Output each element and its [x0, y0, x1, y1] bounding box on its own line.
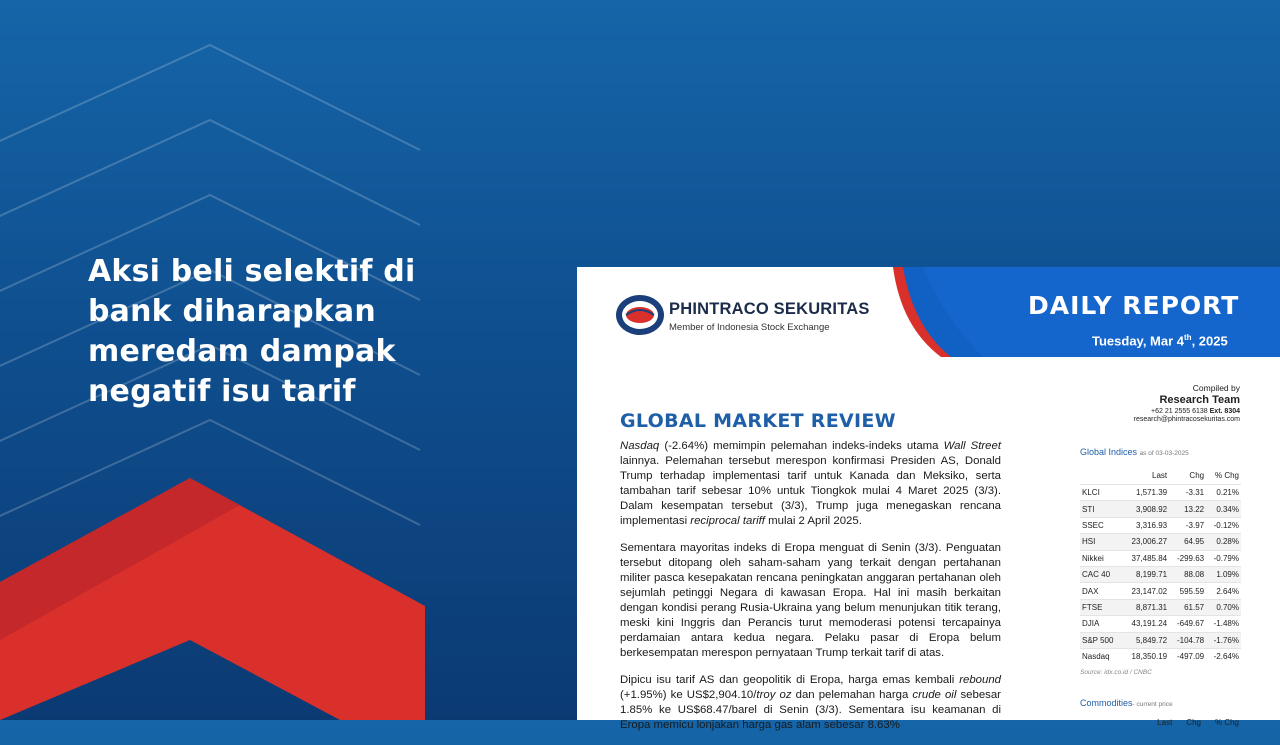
header-cell	[1080, 469, 1122, 485]
index-value-cell: 5,849.72	[1122, 632, 1169, 648]
index-value-cell: 13.22	[1169, 501, 1206, 517]
phintraco-logo-icon	[615, 293, 665, 337]
table-row	[1080, 485, 1241, 501]
report-date-prefix: Tuesday, Mar 4	[1092, 333, 1184, 349]
article-body	[620, 439, 1001, 745]
index-value-cell: 1,571.39	[1122, 485, 1169, 501]
sidebar-panel	[1080, 447, 1241, 727]
p1-b: (-2.64%) memimpin pelemahan indeks-indeks utama	[659, 440, 944, 452]
report-document	[577, 267, 1280, 731]
report-title: DAILY REPORT	[1028, 291, 1240, 320]
compiled-phone-ext: Ext. 8304	[1209, 408, 1240, 415]
p3-b: rebound	[959, 674, 1001, 686]
compiled-email: research@phintracosekuritas.com	[1133, 416, 1240, 423]
compiled-phone	[1134, 408, 1240, 415]
table-row	[1080, 583, 1241, 599]
table-row	[1080, 632, 1241, 648]
index-name-cell: KLCI	[1080, 485, 1122, 501]
index-value-cell: 61.57	[1169, 599, 1206, 615]
commodities-header-row	[1080, 718, 1241, 727]
p3-f: crude oil	[912, 689, 957, 701]
index-name-cell: FTSE	[1080, 599, 1122, 615]
header-cell: % Chg	[1214, 471, 1239, 480]
index-value-cell: -1.76%	[1206, 632, 1241, 648]
headline: Aksi beli selektif di bank diharapkan meredam dampak negatif isu tarif	[88, 254, 416, 409]
index-value-cell: 0.70%	[1206, 599, 1241, 615]
p3-e: dan pelemahan harga	[791, 689, 913, 701]
paragraph-2: Sementara mayoritas indeks di Eropa menguat di Senin (3/3). Penguatan tersebut ditopang oleh saham-saham yang terkait dengan pertahanan militer pasca kesepakatan rencana peningkatan anggaran pertahanan oleh sejumlah petinggi Negara di kawasan Eropa. Hal ini masih berkaitan dengan kondisi perang Rusia-Ukraina yang belum menunjukan titik terang, meski kini Inggris dan Perancis turut memoderasi potensi tercapainya perdamaian antara kedua negara. Pelaku pasar di Eropa belum berkesempatan merespon pernyataan Trump terkait tarif di atas.	[620, 542, 1001, 659]
header-cell: Last	[1152, 471, 1168, 480]
index-value-cell: -3.97	[1169, 517, 1206, 533]
index-value-cell: -649.67	[1169, 616, 1206, 632]
index-name-cell: DJIA	[1080, 616, 1122, 632]
index-name-cell: SSEC	[1080, 517, 1122, 533]
index-value-cell: -104.78	[1169, 632, 1206, 648]
section-title: GLOBAL MARKET REVIEW	[620, 410, 896, 432]
p3-c: (+1.95%) ke US$2,904.10/	[620, 689, 757, 701]
table-row	[1080, 534, 1241, 550]
commodities-label: Commodities	[1080, 697, 1133, 708]
header-cell: Chg	[1186, 717, 1201, 727]
report-date	[1092, 333, 1228, 348]
paragraph-3	[620, 673, 1001, 733]
p1-a: Nasdaq	[620, 440, 660, 452]
table-row	[1080, 616, 1241, 632]
index-name-cell: STI	[1080, 501, 1122, 517]
compiled-label: Compiled by	[1192, 383, 1240, 393]
index-value-cell: 8,199.71	[1122, 566, 1169, 582]
p3-a: Dipicu isu tarif AS dan geopolitik di Eropa, harga emas kembali	[620, 674, 960, 686]
index-value-cell: 3,316.93	[1122, 517, 1169, 533]
index-value-cell: 18,350.19	[1122, 648, 1169, 664]
index-value-cell: 0.21%	[1206, 485, 1241, 501]
p1-d: lainnya. Pelemahan tersebut merespon konfirmasi Presiden AS, Donald Trump terhadap implementasi tarif untuk Kanada dan Meksiko, serta tambahan tarif sebesar 10% untuk Tiongkok mulai 4 Maret 2025 (3/3). Dalam kesempatan tersebut (3/3), Trump juga menegaskan rencana implementasi	[620, 455, 1001, 527]
index-value-cell: 23,147.02	[1122, 583, 1169, 599]
index-name-cell: CAC 40	[1080, 566, 1122, 582]
compiled-phone-number: +62 21 2555 6138	[1151, 408, 1208, 415]
index-value-cell: 37,485.84	[1122, 550, 1169, 566]
p1-c: Wall Street	[943, 440, 1001, 452]
index-value-cell: 23,006.27	[1122, 534, 1169, 550]
header-cell: Last	[1157, 717, 1173, 727]
table-row	[1080, 599, 1241, 615]
p1-e: reciprocal tariff	[690, 515, 765, 527]
report-date-suffix: th	[1184, 333, 1192, 342]
table-row	[1080, 566, 1241, 582]
p1-f: mulai 2 April 2025.	[764, 515, 862, 527]
company-subtitle: Member of Indonesia Stock Exchange	[669, 322, 830, 333]
index-name-cell: Nasdaq	[1080, 648, 1122, 664]
index-value-cell: 43,191.24	[1122, 616, 1169, 632]
index-value-cell: -0.12%	[1206, 517, 1241, 533]
index-name-cell: Nikkei	[1080, 550, 1122, 566]
table-row	[1080, 550, 1241, 566]
compiled-by-block	[1134, 383, 1240, 423]
index-value-cell: 64.95	[1169, 534, 1206, 550]
index-value-cell: 595.59	[1169, 583, 1206, 599]
index-name-cell: DAX	[1080, 583, 1122, 599]
report-date-year: , 2025	[1191, 333, 1228, 349]
global-indices-as-of: as of 03-03-2025	[1139, 450, 1189, 457]
table-header-row	[1080, 469, 1241, 485]
p3-g: sebesar 1.85% ke US$68.47/barel di Senin (3/3). Sementara isu keamanan di Eropa memicu lonjakan harga gas alam sebesar 8.63%	[620, 689, 1001, 731]
index-value-cell: 88.08	[1169, 566, 1206, 582]
global-indices-label: Global Indices	[1080, 447, 1138, 457]
index-value-cell: -0.79%	[1206, 550, 1241, 566]
global-indices-table	[1080, 469, 1241, 665]
index-value-cell: 8,871.31	[1122, 599, 1169, 615]
header-cell: % Chg	[1214, 717, 1239, 727]
table-row	[1080, 501, 1241, 517]
commodities-note: - current price	[1132, 700, 1173, 708]
index-name-cell: S&P 500	[1080, 632, 1122, 648]
commodities-title	[1080, 698, 1241, 708]
index-value-cell: -3.31	[1169, 485, 1206, 501]
table-row	[1080, 517, 1241, 533]
paragraph-1	[620, 439, 1001, 529]
index-value-cell: 1.09%	[1206, 566, 1241, 582]
company-name: PHINTRACO SEKURITAS	[669, 300, 870, 318]
global-indices-title	[1080, 447, 1241, 457]
index-value-cell: -1.48%	[1206, 616, 1241, 632]
index-value-cell: -299.63	[1169, 550, 1206, 566]
global-indices-rows	[1080, 485, 1241, 665]
index-name-cell: HSI	[1080, 534, 1122, 550]
index-value-cell: 0.28%	[1206, 534, 1241, 550]
index-value-cell: -497.09	[1169, 648, 1206, 664]
document-header	[577, 267, 1280, 359]
index-value-cell: 2.64%	[1206, 583, 1241, 599]
index-value-cell: 3,908.92	[1122, 501, 1169, 517]
index-value-cell: -2.64%	[1206, 648, 1241, 664]
compiled-team: Research Team	[1159, 394, 1240, 406]
table-row	[1080, 648, 1241, 664]
index-value-cell: 0.34%	[1206, 501, 1241, 517]
header-cell: Chg	[1189, 471, 1205, 480]
table-source: Source: idx.co.id / CNBC	[1080, 668, 1152, 676]
p3-d: troy oz	[756, 689, 792, 701]
